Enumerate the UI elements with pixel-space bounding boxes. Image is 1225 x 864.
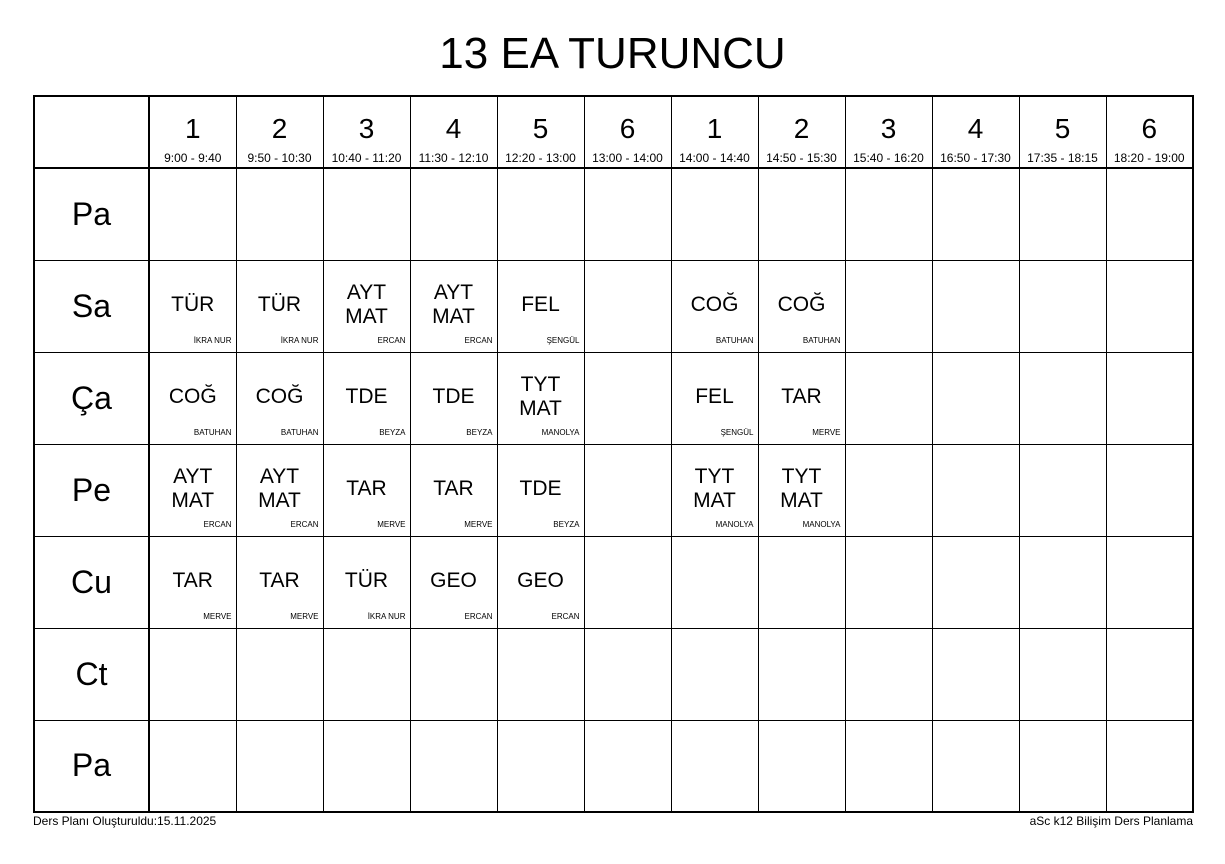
day-row [34,444,1193,536]
lesson-subject [759,293,845,317]
lesson-teacher: MANOLYA [802,519,841,529]
lesson-cell [497,536,584,628]
empty-cell [1106,260,1193,352]
empty-cell [497,720,584,812]
day-row [34,352,1193,444]
lesson-cell [149,444,236,536]
empty-cell [584,352,671,444]
empty-cell [410,720,497,812]
lesson-cell [149,536,236,628]
subject-line: MAT [258,488,301,512]
period-number: 1 [706,113,723,144]
empty-cell [758,628,845,720]
lesson-teacher: ERCAN [290,519,319,529]
lesson-teacher: ŞENGÜL [546,335,580,345]
lesson-teacher: İKRA NUR [193,335,232,345]
empty-cell [845,628,932,720]
lesson-subject [324,385,410,409]
empty-cell [671,168,758,260]
lesson-subject [498,569,584,593]
empty-cell [584,536,671,628]
lesson-subject [237,569,323,593]
lesson-subject [411,477,497,501]
lesson-subject [237,293,323,317]
empty-cell [758,720,845,812]
subject-line: COĞ [168,384,217,408]
subject-line: COĞ [777,292,826,316]
period-number: 5 [1054,113,1071,144]
empty-cell [1019,628,1106,720]
lesson-teacher: BATUHAN [193,427,232,437]
lesson-cell [149,352,236,444]
period-time: 17:35 - 18:15 [1027,151,1098,165]
lesson-teacher: MERVE [203,611,232,621]
subject-line: TAR [346,476,387,500]
lesson-cell [671,260,758,352]
lesson-cell [671,444,758,536]
empty-cell [845,352,932,444]
empty-cell [845,260,932,352]
empty-cell [932,260,1019,352]
lesson-teacher: MERVE [290,611,319,621]
lesson-subject [498,477,584,501]
day-row [34,720,1193,812]
timetable-grid [33,95,1194,813]
lesson-teacher: MANOLYA [715,519,754,529]
lesson-teacher: MANOLYA [541,427,580,437]
lesson-subject [411,281,497,329]
software-credit-footer: aSc k12 Bilişim Ders Planlama [1029,814,1193,828]
empty-cell [932,352,1019,444]
subject-line: TDE [432,384,475,408]
empty-cell [1019,536,1106,628]
lesson-subject [498,373,584,421]
lesson-subject [150,293,236,317]
period-number: 4 [445,113,462,144]
empty-cell [932,720,1019,812]
lesson-cell [149,260,236,352]
subject-line: TAR [259,568,300,592]
subject-line: TAR [781,384,822,408]
empty-cell [1106,536,1193,628]
lesson-teacher: ERCAN [551,611,580,621]
period-header-row [34,96,1193,168]
subject-line: TYT [520,372,561,396]
lesson-cell [323,352,410,444]
lesson-subject [411,569,497,593]
lesson-teacher: BEYZA [553,519,580,529]
empty-cell [236,168,323,260]
lesson-subject [759,465,845,513]
lesson-teacher: ŞENGÜL [720,427,754,437]
day-name: Pa [34,720,149,812]
empty-cell [1019,168,1106,260]
period-header-6 [584,96,671,168]
empty-cell [758,168,845,260]
day-name: Pe [34,444,149,536]
empty-cell [323,628,410,720]
empty-cell [845,168,932,260]
lesson-teacher: ERCAN [203,519,232,529]
period-number: 1 [184,113,201,144]
empty-cell [671,536,758,628]
subject-line: TÜR [344,568,389,592]
empty-cell [584,720,671,812]
lesson-subject [150,465,236,513]
period-time: 9:00 - 9:40 [164,151,222,165]
timetable-title: 13 EA TURUNCU [439,29,786,78]
period-header-3 [323,96,410,168]
subject-line: MAT [432,304,475,328]
lesson-subject [759,385,845,409]
empty-cell [584,260,671,352]
subject-line: GEO [517,568,564,592]
day-row [34,168,1193,260]
lesson-subject [498,293,584,317]
empty-cell [497,168,584,260]
empty-cell [584,168,671,260]
lesson-teacher: ERCAN [377,335,406,345]
empty-cell [497,628,584,720]
empty-cell [932,168,1019,260]
lesson-cell [236,444,323,536]
subject-line: TDE [519,476,562,500]
empty-cell [758,536,845,628]
subject-line: TÜR [257,292,302,316]
empty-cell [1019,720,1106,812]
empty-cell [323,168,410,260]
lesson-cell [410,444,497,536]
subject-line: TYT [781,464,822,488]
day-row [34,260,1193,352]
period-header-9 [845,96,932,168]
period-header-2 [236,96,323,168]
lesson-teacher: MERVE [812,427,841,437]
day-name: Sa [34,260,149,352]
period-number: 2 [793,113,810,144]
lesson-subject [411,385,497,409]
subject-line: MAT [780,488,823,512]
empty-cell [410,628,497,720]
lesson-subject [324,281,410,329]
empty-cell [845,444,932,536]
period-number: 4 [967,113,984,144]
empty-cell [1019,260,1106,352]
subject-line: AYT [259,464,300,488]
period-number: 3 [880,113,897,144]
lesson-cell [410,352,497,444]
period-time: 13:00 - 14:00 [592,151,663,165]
empty-cell [236,720,323,812]
lesson-cell [410,260,497,352]
day-name: Ct [34,628,149,720]
lesson-teacher: BEYZA [379,427,406,437]
empty-cell [1019,352,1106,444]
subject-line: MAT [693,488,736,512]
subject-line: COĞ [690,292,739,316]
subject-line: FEL [521,292,560,316]
period-time: 9:50 - 10:30 [247,151,312,165]
lesson-teacher: BATUHAN [715,335,754,345]
lesson-cell [323,444,410,536]
empty-cell [845,536,932,628]
period-time: 15:40 - 16:20 [853,151,924,165]
period-number: 2 [271,113,288,144]
lesson-subject [150,385,236,409]
lesson-subject [672,465,758,513]
period-number: 3 [358,113,375,144]
empty-cell [932,628,1019,720]
lesson-teacher: BEYZA [466,427,493,437]
day-name: Pa [34,168,149,260]
lesson-cell [323,260,410,352]
empty-cell [584,444,671,536]
subject-line: TDE [345,384,388,408]
period-time: 10:40 - 11:20 [331,151,402,165]
lesson-teacher: MERVE [464,519,493,529]
lesson-cell [758,260,845,352]
lesson-cell [497,444,584,536]
period-header-10 [932,96,1019,168]
period-time: 16:50 - 17:30 [940,151,1011,165]
empty-cell [1106,720,1193,812]
empty-cell [932,444,1019,536]
subject-line: TÜR [171,292,215,316]
subject-line: MAT [519,396,562,420]
period-header-4 [410,96,497,168]
empty-cell [323,720,410,812]
subject-line: GEO [430,568,477,592]
corner-cell [34,96,149,168]
lesson-cell [323,536,410,628]
lesson-subject [324,477,410,501]
empty-cell [671,628,758,720]
lesson-cell [236,352,323,444]
period-time: 18:20 - 19:00 [1113,151,1185,165]
period-time: 11:30 - 12:10 [418,151,489,165]
day-name: Ça [34,352,149,444]
empty-cell [149,168,236,260]
lesson-cell [497,352,584,444]
subject-line: TAR [433,476,474,500]
lesson-teacher: BATUHAN [280,427,319,437]
lesson-teacher: BATUHAN [802,335,841,345]
lesson-cell [410,536,497,628]
lesson-cell [497,260,584,352]
lesson-cell [758,352,845,444]
subject-line: COĞ [255,384,304,408]
period-time: 14:50 - 15:30 [766,151,837,165]
lesson-cell [671,352,758,444]
lesson-subject [324,569,410,593]
lesson-teacher: İKRA NUR [280,335,319,345]
empty-cell [149,628,236,720]
empty-cell [584,628,671,720]
period-header-1 [149,96,236,168]
lesson-subject [150,569,236,593]
lesson-cell [236,260,323,352]
empty-cell [845,720,932,812]
period-number: 6 [1141,113,1158,144]
lesson-cell [758,444,845,536]
period-header-5 [497,96,584,168]
created-date-footer: Ders Planı Oluşturuldu:15.11.2025 [33,814,217,828]
period-number: 6 [619,113,636,144]
period-header-12 [1106,96,1193,168]
period-header-11 [1019,96,1106,168]
subject-line: AYT [433,280,474,304]
period-time: 12:20 - 13:00 [505,151,576,165]
day-row [34,628,1193,720]
lesson-subject [672,293,758,317]
lesson-teacher: ERCAN [464,611,493,621]
lesson-teacher: İKRA NUR [367,611,406,621]
period-number: 5 [532,113,549,144]
lesson-teacher: MERVE [377,519,406,529]
empty-cell [671,720,758,812]
subject-line: AYT [173,464,213,488]
lesson-subject [672,385,758,409]
empty-cell [1106,168,1193,260]
period-header-8 [758,96,845,168]
subject-line: MAT [345,304,388,328]
period-header-7 [671,96,758,168]
lesson-subject [237,385,323,409]
subject-line: TYT [694,464,735,488]
day-name: Cu [34,536,149,628]
subject-line: MAT [171,488,215,512]
day-row [34,536,1193,628]
lesson-cell [236,536,323,628]
subject-line: FEL [695,384,734,408]
period-time: 14:00 - 14:40 [679,151,750,165]
subject-line: TAR [172,568,213,592]
subject-line: AYT [346,280,387,304]
empty-cell [1106,628,1193,720]
empty-cell [1106,352,1193,444]
lesson-subject [237,465,323,513]
empty-cell [932,536,1019,628]
empty-cell [149,720,236,812]
empty-cell [410,168,497,260]
empty-cell [1019,444,1106,536]
lesson-teacher: ERCAN [464,335,493,345]
empty-cell [1106,444,1193,536]
empty-cell [236,628,323,720]
